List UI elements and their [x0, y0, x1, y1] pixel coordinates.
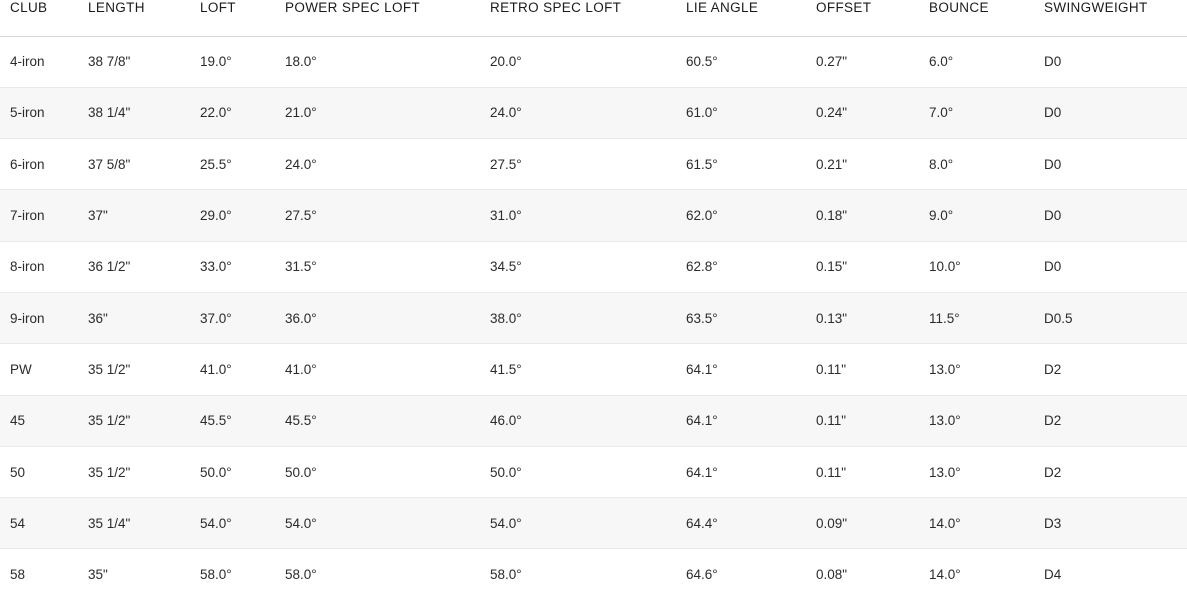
cell-loft: 41.0°: [200, 344, 285, 395]
cell-power-spec-loft: 54.0°: [285, 498, 490, 549]
cell-offset: 0.11": [816, 395, 929, 446]
cell-length: 35 1/2": [88, 395, 200, 446]
cell-lie-angle: 64.4°: [686, 498, 816, 549]
cell-length: 35 1/2": [88, 344, 200, 395]
column-header-length: LENGTH: [88, 0, 145, 15]
cell-swingweight: D2: [1044, 446, 1187, 497]
cell-power-spec-loft: 27.5°: [285, 190, 490, 241]
cell-offset: 0.08": [816, 567, 848, 583]
cell-power-spec-loft: 24.0°: [285, 139, 490, 190]
column-header-loft: LOFT: [200, 0, 236, 15]
cell-retro-spec-loft: 41.5°: [490, 344, 686, 395]
cell-lie-angle: 61.0°: [686, 87, 816, 138]
column-header-club: CLUB: [10, 0, 48, 15]
table-header-row: [0, 0, 1187, 36]
cell-loft: 58.0°: [200, 567, 232, 583]
cell-lie-angle: 64.6°: [686, 567, 718, 583]
cell-club: 54: [0, 498, 88, 549]
cell-club: 50: [0, 446, 88, 497]
cell-loft: 37.0°: [200, 292, 285, 343]
table-row: [0, 139, 1187, 190]
cell-retro-spec-loft: 34.5°: [490, 241, 686, 292]
cell-retro-spec-loft: 24.0°: [490, 87, 686, 138]
cell-swingweight: D0: [1044, 87, 1187, 138]
cell-power-spec-loft: 18.0°: [285, 36, 490, 87]
table-row: [0, 549, 1187, 600]
cell-bounce: 14.0°: [929, 498, 1044, 549]
cell-length: 35": [88, 567, 108, 583]
cell-club: 8-iron: [0, 241, 88, 292]
cell-swingweight: D0: [1044, 190, 1187, 241]
cell-power-spec-loft: 45.5°: [285, 395, 490, 446]
cell-power-spec-loft: 50.0°: [285, 446, 490, 497]
cell-bounce: 13.0°: [929, 395, 1044, 446]
cell-retro-spec-loft: 31.0°: [490, 190, 686, 241]
cell-power-spec-loft: 31.5°: [285, 241, 490, 292]
table-row: [0, 446, 1187, 497]
cell-length: 38 1/4": [88, 87, 200, 138]
cell-bounce: 13.0°: [929, 344, 1044, 395]
cell-loft: 19.0°: [200, 36, 285, 87]
cell-offset: 0.09": [816, 498, 929, 549]
cell-lie-angle: 63.5°: [686, 292, 816, 343]
cell-club: 9-iron: [0, 292, 88, 343]
cell-lie-angle: 64.1°: [686, 446, 816, 497]
cell-offset: 0.11": [816, 446, 929, 497]
cell-length: 38 7/8": [88, 36, 200, 87]
cell-offset: 0.21": [816, 139, 929, 190]
cell-length: 36": [88, 292, 200, 343]
table-row: [0, 344, 1187, 395]
cell-lie-angle: 64.1°: [686, 344, 816, 395]
cell-bounce: 14.0°: [929, 567, 961, 583]
cell-lie-angle: 64.1°: [686, 395, 816, 446]
cell-offset: 0.27": [816, 36, 929, 87]
cell-lie-angle: 61.5°: [686, 139, 816, 190]
cell-offset: 0.15": [816, 241, 929, 292]
cell-offset: 0.18": [816, 190, 929, 241]
cell-swingweight: D0: [1044, 139, 1187, 190]
cell-lie-angle: 62.8°: [686, 241, 816, 292]
table-header: [0, 0, 1187, 36]
cell-swingweight: D4: [1044, 567, 1062, 583]
cell-bounce: 11.5°: [929, 292, 1044, 343]
table-row: [0, 292, 1187, 343]
table-row: [0, 241, 1187, 292]
cell-club: 7-iron: [0, 190, 88, 241]
cell-loft: 33.0°: [200, 241, 285, 292]
table-body: [0, 36, 1187, 600]
cell-length: 35 1/2": [88, 446, 200, 497]
cell-swingweight: D2: [1044, 344, 1187, 395]
table-row: [0, 395, 1187, 446]
cell-club: 4-iron: [0, 36, 88, 87]
cell-bounce: 6.0°: [929, 36, 1044, 87]
cell-club: 58: [10, 567, 26, 583]
table-row: [0, 498, 1187, 549]
cell-loft: 22.0°: [200, 87, 285, 138]
cell-bounce: 9.0°: [929, 190, 1044, 241]
column-header-retro-spec-loft: RETRO SPEC LOFT: [490, 0, 622, 15]
cell-power-spec-loft: 36.0°: [285, 292, 490, 343]
cell-club: 6-iron: [0, 139, 88, 190]
table-row: [0, 190, 1187, 241]
cell-swingweight: D2: [1044, 395, 1187, 446]
column-header-lie-angle: LIE ANGLE: [686, 0, 759, 15]
cell-length: 35 1/4": [88, 498, 200, 549]
cell-retro-spec-loft: 50.0°: [490, 446, 686, 497]
column-header-offset: OFFSET: [816, 0, 872, 15]
cell-lie-angle: 60.5°: [686, 36, 816, 87]
cell-loft: 29.0°: [200, 190, 285, 241]
column-header-power-spec-loft: POWER SPEC LOFT: [285, 0, 421, 15]
cell-retro-spec-loft: 54.0°: [490, 498, 686, 549]
cell-offset: 0.11": [816, 344, 929, 395]
cell-swingweight: D0: [1044, 241, 1187, 292]
table-row: [0, 87, 1187, 138]
cell-bounce: 8.0°: [929, 139, 1044, 190]
cell-swingweight: D3: [1044, 498, 1187, 549]
cell-swingweight: D0: [1044, 36, 1187, 87]
cell-swingweight: D0.5: [1044, 292, 1187, 343]
cell-power-spec-loft: 21.0°: [285, 87, 490, 138]
cell-power-spec-loft: 58.0°: [285, 567, 317, 583]
column-header-bounce: BOUNCE: [929, 0, 989, 15]
cell-bounce: 13.0°: [929, 446, 1044, 497]
cell-bounce: 10.0°: [929, 241, 1044, 292]
cell-retro-spec-loft: 27.5°: [490, 139, 686, 190]
cell-loft: 25.5°: [200, 139, 285, 190]
cell-length: 37 5/8": [88, 139, 200, 190]
cell-retro-spec-loft: 46.0°: [490, 395, 686, 446]
cell-bounce: 7.0°: [929, 87, 1044, 138]
cell-loft: 45.5°: [200, 395, 285, 446]
cell-loft: 54.0°: [200, 498, 285, 549]
cell-club: PW: [0, 344, 88, 395]
cell-power-spec-loft: 41.0°: [285, 344, 490, 395]
cell-length: 37": [88, 190, 200, 241]
cell-lie-angle: 62.0°: [686, 190, 816, 241]
cell-retro-spec-loft: 20.0°: [490, 36, 686, 87]
cell-retro-spec-loft: 58.0°: [490, 567, 522, 583]
column-header-swingweight: SWINGWEIGHT: [1044, 0, 1148, 15]
table-row: [0, 36, 1187, 87]
cell-length: 36 1/2": [88, 241, 200, 292]
cell-club: 45: [0, 395, 88, 446]
cell-offset: 0.24": [816, 87, 929, 138]
cell-offset: 0.13": [816, 292, 929, 343]
cell-retro-spec-loft: 38.0°: [490, 292, 686, 343]
cell-club: 5-iron: [0, 87, 88, 138]
cell-loft: 50.0°: [200, 446, 285, 497]
